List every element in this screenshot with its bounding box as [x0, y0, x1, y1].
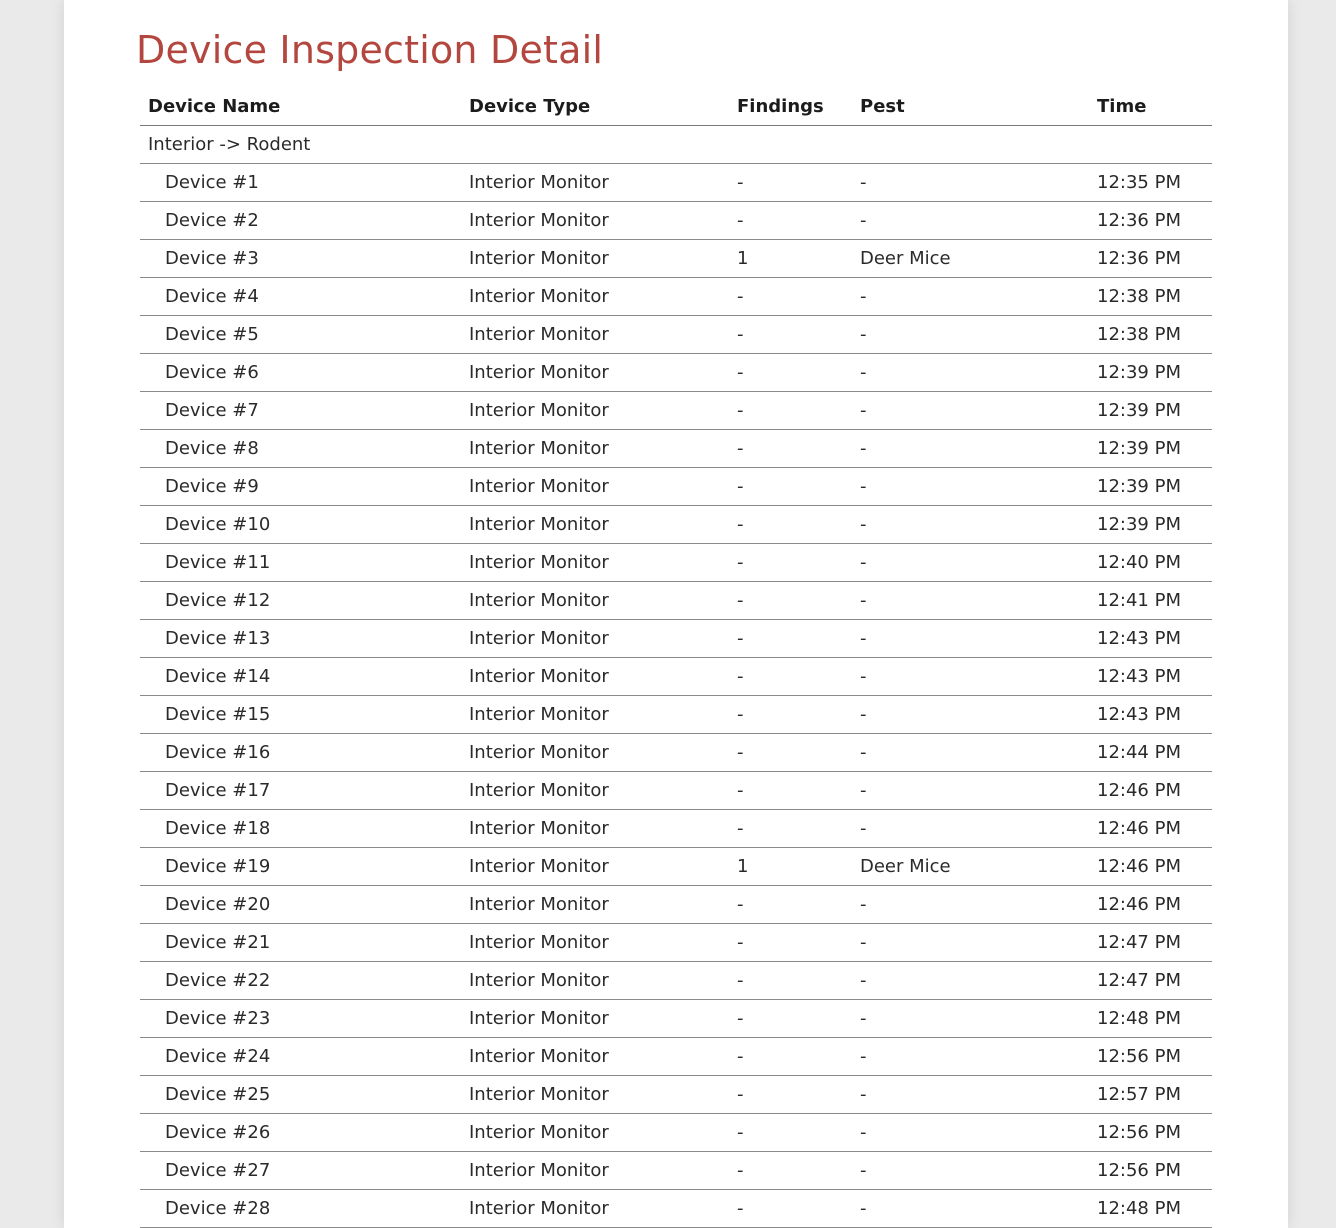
findings-cell: -	[729, 810, 852, 848]
time-cell: 12:39 PM	[1089, 430, 1212, 468]
device-name-cell: Device #8	[140, 430, 461, 468]
table-row	[140, 1038, 1212, 1076]
device-type-cell: Interior Monitor	[461, 658, 729, 696]
device-name-cell: Device #3	[140, 240, 461, 278]
table-row	[140, 886, 1212, 924]
time-cell: 12:43 PM	[1089, 620, 1212, 658]
pest-cell: -	[852, 658, 1089, 696]
table-row	[140, 506, 1212, 544]
table-row	[140, 240, 1212, 278]
device-name-cell: Device #15	[140, 696, 461, 734]
findings-cell: -	[729, 962, 852, 1000]
pest-cell: -	[852, 1076, 1089, 1114]
device-name-cell: Device #21	[140, 924, 461, 962]
pest-cell: -	[852, 1038, 1089, 1076]
pest-cell: -	[852, 1000, 1089, 1038]
table-row	[140, 582, 1212, 620]
device-name-cell: Device #25	[140, 1076, 461, 1114]
pest-cell: -	[852, 316, 1089, 354]
table-row	[140, 544, 1212, 582]
column-header-findings: Findings	[729, 88, 852, 126]
time-cell: 12:41 PM	[1089, 582, 1212, 620]
table-row	[140, 430, 1212, 468]
device-type-cell: Interior Monitor	[461, 1000, 729, 1038]
findings-cell: -	[729, 696, 852, 734]
table-row	[140, 1152, 1212, 1190]
device-name-cell: Device #26	[140, 1114, 461, 1152]
findings-cell: -	[729, 582, 852, 620]
table-row	[140, 658, 1212, 696]
pest-cell: -	[852, 924, 1089, 962]
pest-cell: -	[852, 164, 1089, 202]
time-cell: 12:47 PM	[1089, 924, 1212, 962]
device-type-cell: Interior Monitor	[461, 468, 729, 506]
findings-cell: -	[729, 1076, 852, 1114]
time-cell: 12:39 PM	[1089, 354, 1212, 392]
findings-cell: -	[729, 1114, 852, 1152]
findings-cell: -	[729, 734, 852, 772]
findings-cell: -	[729, 278, 852, 316]
findings-cell: -	[729, 392, 852, 430]
device-name-cell: Device #20	[140, 886, 461, 924]
device-name-cell: Device #28	[140, 1190, 461, 1228]
report-page	[64, 0, 1288, 1228]
time-cell: 12:46 PM	[1089, 886, 1212, 924]
device-type-cell: Interior Monitor	[461, 620, 729, 658]
table-row	[140, 1000, 1212, 1038]
device-type-cell: Interior Monitor	[461, 696, 729, 734]
findings-cell: -	[729, 924, 852, 962]
device-type-cell: Interior Monitor	[461, 202, 729, 240]
table-header-row	[140, 88, 1212, 126]
device-name-cell: Device #11	[140, 544, 461, 582]
findings-cell: 1	[729, 240, 852, 278]
findings-cell: 1	[729, 848, 852, 886]
time-cell: 12:57 PM	[1089, 1076, 1212, 1114]
time-cell: 12:40 PM	[1089, 544, 1212, 582]
findings-cell: -	[729, 1152, 852, 1190]
findings-cell: -	[729, 506, 852, 544]
device-type-cell: Interior Monitor	[461, 164, 729, 202]
column-header-device-name: Device Name	[140, 88, 461, 126]
pest-cell: -	[852, 392, 1089, 430]
table-row	[140, 354, 1212, 392]
column-header-device-type: Device Type	[461, 88, 729, 126]
time-cell: 12:47 PM	[1089, 962, 1212, 1000]
pest-cell: -	[852, 582, 1089, 620]
device-type-cell: Interior Monitor	[461, 544, 729, 582]
device-type-cell: Interior Monitor	[461, 1114, 729, 1152]
table-row	[140, 772, 1212, 810]
device-type-cell: Interior Monitor	[461, 582, 729, 620]
pest-cell: -	[852, 544, 1089, 582]
table-body	[140, 126, 1212, 1228]
table-row	[140, 696, 1212, 734]
time-cell: 12:43 PM	[1089, 658, 1212, 696]
time-cell: 12:56 PM	[1089, 1152, 1212, 1190]
device-type-cell: Interior Monitor	[461, 354, 729, 392]
device-type-cell: Interior Monitor	[461, 1152, 729, 1190]
time-cell: 12:35 PM	[1089, 164, 1212, 202]
device-name-cell: Device #27	[140, 1152, 461, 1190]
findings-cell: -	[729, 468, 852, 506]
time-cell: 12:39 PM	[1089, 468, 1212, 506]
device-name-cell: Device #6	[140, 354, 461, 392]
device-name-cell: Device #22	[140, 962, 461, 1000]
device-type-cell: Interior Monitor	[461, 1190, 729, 1228]
table-row	[140, 1114, 1212, 1152]
device-type-cell: Interior Monitor	[461, 316, 729, 354]
table-row	[140, 620, 1212, 658]
device-type-cell: Interior Monitor	[461, 506, 729, 544]
pest-cell: -	[852, 810, 1089, 848]
table-row	[140, 734, 1212, 772]
column-header-pest: Pest	[852, 88, 1089, 126]
findings-cell: -	[729, 202, 852, 240]
pest-cell: Deer Mice	[852, 848, 1089, 886]
pest-cell: -	[852, 962, 1089, 1000]
time-cell: 12:48 PM	[1089, 1000, 1212, 1038]
findings-cell: -	[729, 772, 852, 810]
pest-cell: -	[852, 468, 1089, 506]
pest-cell: -	[852, 506, 1089, 544]
time-cell: 12:46 PM	[1089, 848, 1212, 886]
pest-cell: -	[852, 1114, 1089, 1152]
time-cell: 12:36 PM	[1089, 202, 1212, 240]
table-row	[140, 468, 1212, 506]
device-name-cell: Device #5	[140, 316, 461, 354]
table-row	[140, 924, 1212, 962]
device-name-cell: Device #9	[140, 468, 461, 506]
pest-cell: -	[852, 772, 1089, 810]
device-type-cell: Interior Monitor	[461, 734, 729, 772]
time-cell: 12:36 PM	[1089, 240, 1212, 278]
findings-cell: -	[729, 1038, 852, 1076]
device-name-cell: Device #4	[140, 278, 461, 316]
device-type-cell: Interior Monitor	[461, 430, 729, 468]
time-cell: 12:39 PM	[1089, 392, 1212, 430]
pest-cell: -	[852, 354, 1089, 392]
device-name-cell: Device #13	[140, 620, 461, 658]
findings-cell: -	[729, 1000, 852, 1038]
findings-cell: -	[729, 354, 852, 392]
group-row	[140, 126, 1212, 164]
pest-cell: -	[852, 202, 1089, 240]
table-row	[140, 278, 1212, 316]
table-row	[140, 1190, 1212, 1228]
device-name-cell: Device #1	[140, 164, 461, 202]
table-row	[140, 810, 1212, 848]
group-label: Interior -> Rodent	[140, 126, 1212, 164]
findings-cell: -	[729, 544, 852, 582]
device-type-cell: Interior Monitor	[461, 886, 729, 924]
device-name-cell: Device #19	[140, 848, 461, 886]
device-name-cell: Device #24	[140, 1038, 461, 1076]
device-name-cell: Device #10	[140, 506, 461, 544]
pest-cell: -	[852, 734, 1089, 772]
pest-cell: -	[852, 1190, 1089, 1228]
device-name-cell: Device #23	[140, 1000, 461, 1038]
findings-cell: -	[729, 164, 852, 202]
time-cell: 12:48 PM	[1089, 1190, 1212, 1228]
device-name-cell: Device #2	[140, 202, 461, 240]
pest-cell: Deer Mice	[852, 240, 1089, 278]
table-row	[140, 316, 1212, 354]
pest-cell: -	[852, 696, 1089, 734]
table-row	[140, 392, 1212, 430]
table-row	[140, 962, 1212, 1000]
time-cell: 12:56 PM	[1089, 1038, 1212, 1076]
time-cell: 12:43 PM	[1089, 696, 1212, 734]
time-cell: 12:56 PM	[1089, 1114, 1212, 1152]
device-type-cell: Interior Monitor	[461, 1076, 729, 1114]
time-cell: 12:38 PM	[1089, 316, 1212, 354]
table-row	[140, 202, 1212, 240]
pest-cell: -	[852, 278, 1089, 316]
device-type-cell: Interior Monitor	[461, 392, 729, 430]
findings-cell: -	[729, 430, 852, 468]
time-cell: 12:44 PM	[1089, 734, 1212, 772]
table-row	[140, 848, 1212, 886]
table-row	[140, 164, 1212, 202]
pest-cell: -	[852, 886, 1089, 924]
device-type-cell: Interior Monitor	[461, 278, 729, 316]
pest-cell: -	[852, 430, 1089, 468]
findings-cell: -	[729, 1190, 852, 1228]
device-type-cell: Interior Monitor	[461, 924, 729, 962]
pest-cell: -	[852, 620, 1089, 658]
time-cell: 12:38 PM	[1089, 278, 1212, 316]
time-cell: 12:39 PM	[1089, 506, 1212, 544]
device-type-cell: Interior Monitor	[461, 810, 729, 848]
table-row	[140, 1076, 1212, 1114]
device-type-cell: Interior Monitor	[461, 240, 729, 278]
device-type-cell: Interior Monitor	[461, 962, 729, 1000]
device-type-cell: Interior Monitor	[461, 848, 729, 886]
time-cell: 12:46 PM	[1089, 772, 1212, 810]
pest-cell: -	[852, 1152, 1089, 1190]
column-header-time: Time	[1089, 88, 1212, 126]
device-name-cell: Device #16	[140, 734, 461, 772]
device-name-cell: Device #12	[140, 582, 461, 620]
time-cell: 12:46 PM	[1089, 810, 1212, 848]
findings-cell: -	[729, 620, 852, 658]
findings-cell: -	[729, 886, 852, 924]
device-type-cell: Interior Monitor	[461, 772, 729, 810]
device-name-cell: Device #7	[140, 392, 461, 430]
device-name-cell: Device #14	[140, 658, 461, 696]
device-name-cell: Device #18	[140, 810, 461, 848]
page-title: Device Inspection Detail	[136, 28, 604, 72]
device-type-cell: Interior Monitor	[461, 1038, 729, 1076]
findings-cell: -	[729, 658, 852, 696]
inspection-table	[140, 88, 1212, 1228]
findings-cell: -	[729, 316, 852, 354]
device-name-cell: Device #17	[140, 772, 461, 810]
